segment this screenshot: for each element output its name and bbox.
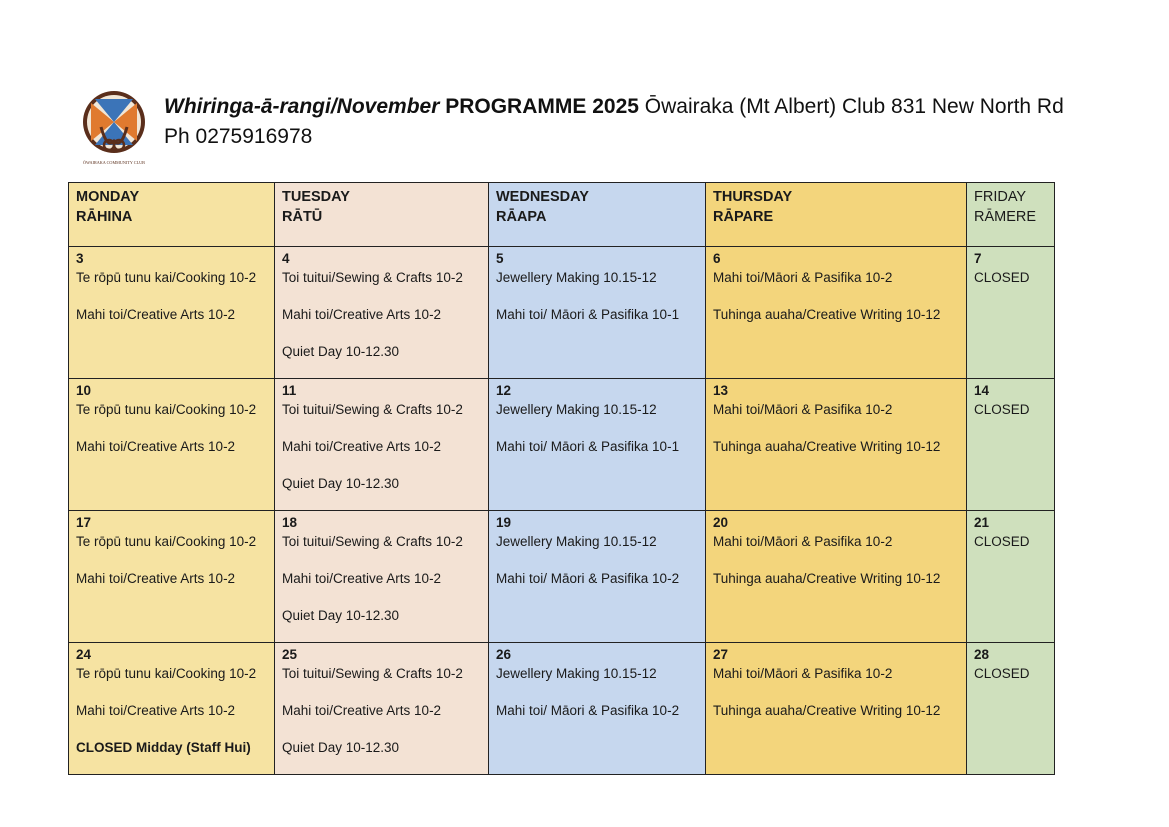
activity-item: Mahi toi/Māori & Pasifika 10-2 [713, 533, 893, 549]
day-number: 3 [76, 251, 84, 266]
activity-item: Mahi toi/Creative Arts 10-2 [76, 438, 236, 454]
table-row [69, 247, 1055, 379]
day-number: 28 [974, 647, 990, 662]
day-number: 21 [974, 515, 990, 530]
day-number: 20 [713, 515, 729, 530]
day-number: 12 [496, 383, 512, 398]
day-cell-monday [69, 379, 275, 511]
activity-item: Quiet Day 10-12.30 [282, 343, 400, 359]
day-cell-friday [967, 643, 1055, 775]
activity-item: Te rōpū tunu kai/Cooking 10-2 [76, 665, 257, 681]
day-number: 14 [974, 383, 990, 398]
activity-item: Quiet Day 10-12.30 [282, 607, 400, 623]
header-friday: FRIDAY RĀMERE [967, 183, 1055, 247]
day-number: 4 [282, 251, 290, 266]
day-number: 17 [76, 515, 92, 530]
table-row [69, 379, 1055, 511]
title-programme: PROGRAMME 2025 [439, 95, 639, 118]
activity-item: Te rōpū tunu kai/Cooking 10-2 [76, 269, 257, 285]
activity-item: Mahi toi/Creative Arts 10-2 [76, 306, 236, 322]
header-monday: MONDAY RĀHINA [69, 183, 275, 247]
day-cell-wednesday [489, 379, 706, 511]
day-number: 11 [282, 383, 297, 398]
activity-item: Mahi toi/Māori & Pasifika 10-2 [713, 269, 893, 285]
day-cell-thursday [706, 511, 967, 643]
programme-table [68, 182, 1055, 775]
activity-item: Toi tuitui/Sewing & Crafts 10-2 [282, 665, 463, 681]
day-cell-thursday [706, 247, 967, 379]
day-number: 10 [76, 383, 92, 398]
table-row [69, 643, 1055, 775]
day-cell-thursday [706, 379, 967, 511]
activity-item: Mahi toi/Creative Arts 10-2 [76, 570, 236, 586]
activity-item: Tuhinga auaha/Creative Writing 10-12 [713, 570, 941, 586]
activity-item: Mahi toi/Creative Arts 10-2 [282, 570, 442, 586]
activity-item: Mahi toi/ Māori & Pasifika 10-2 [496, 570, 680, 586]
header-wednesday: WEDNESDAY RĀAPA [489, 183, 706, 247]
activity-item: Te rōpū tunu kai/Cooking 10-2 [76, 533, 257, 549]
title-month: Whiringa-ā-rangi/November [164, 95, 440, 118]
table-header-row [69, 183, 1055, 247]
table-body [69, 247, 1055, 775]
day-cell-monday [69, 511, 275, 643]
day-cell-friday [967, 511, 1055, 643]
club-logo [79, 89, 149, 169]
activity-item: Tuhinga auaha/Creative Writing 10-12 [713, 438, 941, 454]
day-number: 6 [713, 251, 721, 266]
day-cell-thursday [706, 643, 967, 775]
day-cell-monday [69, 247, 275, 379]
activity-item: CLOSED [974, 533, 1030, 549]
day-cell-wednesday [489, 247, 706, 379]
header-thursday: THURSDAY RĀPARE [706, 183, 967, 247]
logo-caption: ŌWAIRAKA COMMUNITY CLUB [83, 160, 145, 165]
page-title [164, 92, 1064, 152]
activity-item: Mahi toi/Creative Arts 10-2 [282, 438, 442, 454]
day-cell-wednesday [489, 643, 706, 775]
owairaka-club-logo-icon [79, 89, 149, 169]
day-number: 13 [713, 383, 729, 398]
day-cell-friday [967, 379, 1055, 511]
activity-item: CLOSED [974, 401, 1030, 417]
activity-item: Toi tuitui/Sewing & Crafts 10-2 [282, 533, 463, 549]
activity-item: Mahi toi/ Māori & Pasifika 10-2 [496, 702, 680, 718]
day-cell-tuesday [275, 247, 489, 379]
table-row [69, 511, 1055, 643]
activity-item: CLOSED [974, 665, 1030, 681]
header-tuesday: TUESDAY RĀTŪ [275, 183, 489, 247]
day-number: 5 [496, 251, 504, 266]
activity-item: Mahi toi/Creative Arts 10-2 [282, 306, 442, 322]
activity-item: Toi tuitui/Sewing & Crafts 10-2 [282, 401, 463, 417]
title-venue: Ōwairaka (Mt Albert) Club 831 New North Rd Ph 0275916978 [164, 95, 1064, 148]
activity-item: Mahi toi/ Māori & Pasifika 10-1 [496, 438, 680, 454]
activity-item: Tuhinga auaha/Creative Writing 10-12 [713, 306, 941, 322]
activity-item: CLOSED Midday (Staff Hui) [76, 739, 251, 755]
activity-item: Jewellery Making 10.15-12 [496, 533, 657, 549]
day-cell-monday [69, 643, 275, 775]
day-number: 19 [496, 515, 512, 530]
activity-item: Mahi toi/Creative Arts 10-2 [76, 702, 236, 718]
day-cell-tuesday [275, 511, 489, 643]
day-cell-wednesday [489, 511, 706, 643]
day-number: 18 [282, 515, 298, 530]
day-number: 26 [496, 647, 512, 662]
activity-item: Mahi toi/Creative Arts 10-2 [282, 702, 442, 718]
activity-item: Jewellery Making 10.15-12 [496, 269, 657, 285]
day-cell-friday [967, 247, 1055, 379]
activity-item: Te rōpū tunu kai/Cooking 10-2 [76, 401, 257, 417]
day-number: 7 [974, 251, 982, 266]
day-cell-tuesday [275, 379, 489, 511]
activity-item: CLOSED [974, 269, 1030, 285]
activity-item: Jewellery Making 10.15-12 [496, 401, 657, 417]
activity-item: Quiet Day 10-12.30 [282, 739, 400, 755]
activity-item: Mahi toi/Māori & Pasifika 10-2 [713, 665, 893, 681]
activity-item: Tuhinga auaha/Creative Writing 10-12 [713, 702, 941, 718]
activity-item: Mahi toi/Māori & Pasifika 10-2 [713, 401, 893, 417]
day-number: 27 [713, 647, 729, 662]
activity-item: Mahi toi/ Māori & Pasifika 10-1 [496, 306, 680, 322]
activity-item: Quiet Day 10-12.30 [282, 475, 400, 491]
day-cell-tuesday [275, 643, 489, 775]
activity-item: Jewellery Making 10.15-12 [496, 665, 657, 681]
day-number: 24 [76, 647, 92, 662]
activity-item: Toi tuitui/Sewing & Crafts 10-2 [282, 269, 463, 285]
day-number: 25 [282, 647, 298, 662]
